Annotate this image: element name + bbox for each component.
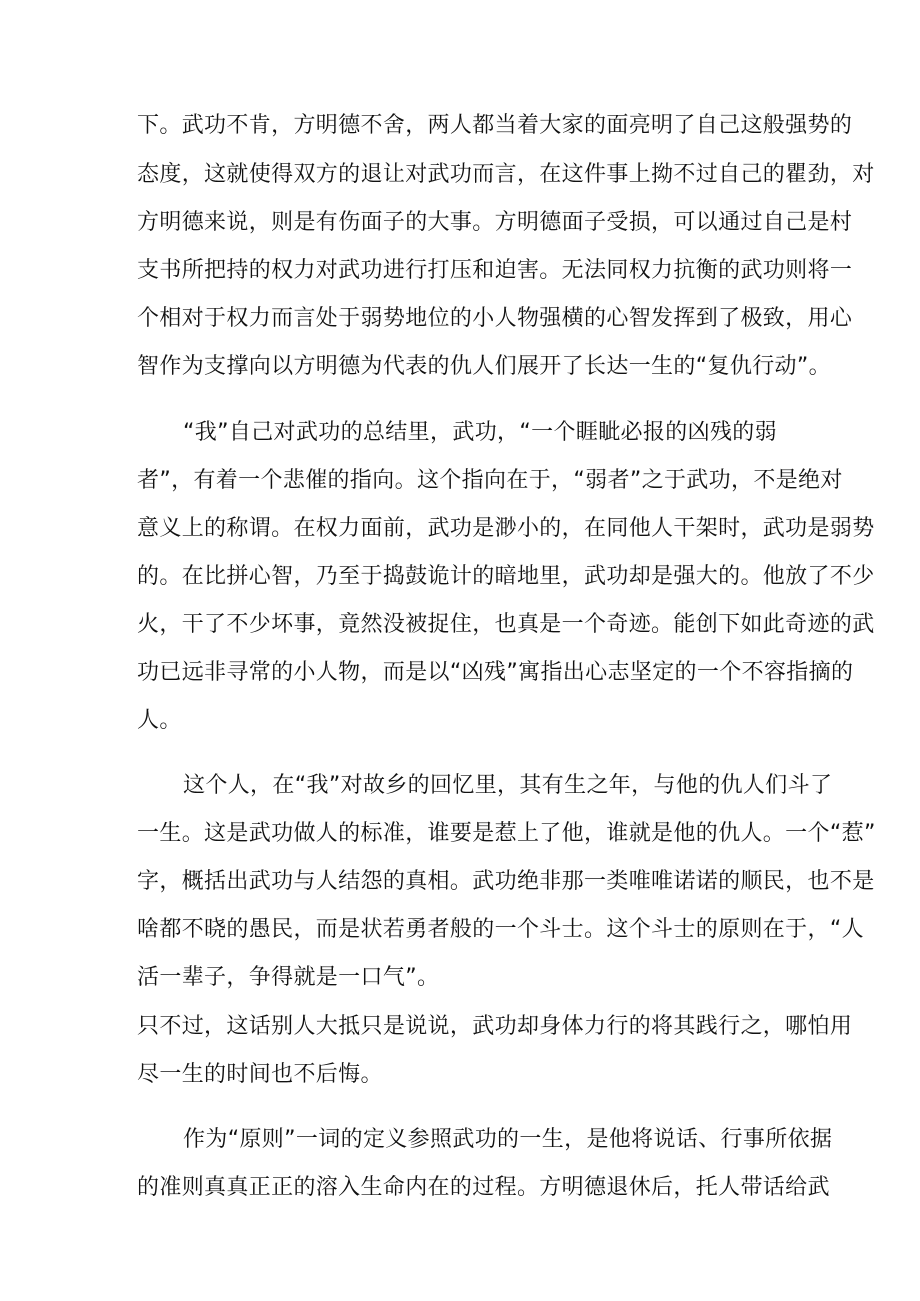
text-line: 只不过，这话别人大抵只是说说，武功却身体力行的将其践行之，哪怕用	[137, 1014, 853, 1039]
paragraph-first-line: 这个人，在“我”对故乡的回忆里，其有生之年，与他的仇人们斗了	[183, 773, 833, 798]
text-line: 智作为支撑向以方明德为代表的仇人们展开了长达一生的“复仇行动”。	[137, 354, 831, 379]
text-line: 意义上的称谓。在权力面前，武功是渺小的，在同他人干架时，武功是弱势	[137, 516, 875, 541]
text-line: 态度，这就使得双方的退让对武功而言，在这件事上拗不过自己的瞿劲，对	[137, 162, 875, 187]
text-line: 方明德来说，则是有伤面子的大事。方明德面子受损，可以通过自己是村	[137, 210, 853, 235]
text-line: 啥都不晓的愚民，而是状若勇者般的一个斗士。这个斗士的原则在于，“人	[137, 917, 864, 942]
paragraph-first-line: 作为“原则”一词的定义参照武功的一生，是他将说话、行事所依据	[183, 1127, 833, 1152]
text-line: 活一辈子，争得就是一口气”。	[137, 965, 440, 990]
text-line: 字，概括出武功与人结怨的真相。武功绝非那一类唯唯诺诺的顺民，也不是	[137, 869, 875, 894]
text-line: 下。武功不肯，方明德不舍，两人都当着大家的面亮明了自己这般强势的	[137, 113, 853, 138]
text-line: 尽一生的时间也不后悔。	[137, 1062, 383, 1087]
text-line: 者”，有着一个悲催的指向。这个指向在于，“弱者”之于武功，不是绝对	[137, 468, 843, 493]
text-line: 人。	[137, 708, 182, 733]
text-line: 支书所把持的权力对武功进行打压和迫害。无法同权力抗衡的武功则将一	[137, 258, 853, 283]
text-line: 功已远非寻常的小人物，而是以“凶残”寓指出心志坚定的一个不容指摘的	[137, 660, 854, 685]
text-line: 一生。这是武功做人的标准，谁要是惹上了他，谁就是他的仇人。一个“惹”	[137, 821, 876, 846]
text-line: 个相对于权力而言处于弱势地位的小人物强横的心智发挥到了极致，用心	[137, 306, 853, 331]
text-line: 的。在比拼心智，乃至于捣鼓诡计的暗地里，武功却是强大的。他放了不少	[137, 564, 875, 589]
text-line: 的准则真真正正的溶入生命内在的过程。方明德退休后，托人带话给武	[137, 1175, 830, 1200]
paragraph-first-line: “我”自己对武功的总结里，武功，“一个睚眦必报的凶残的弱	[183, 420, 777, 445]
text-line: 火，干了不少坏事，竟然没被捉住，也真是一个奇迹。能创下如此奇迹的武	[137, 612, 875, 637]
